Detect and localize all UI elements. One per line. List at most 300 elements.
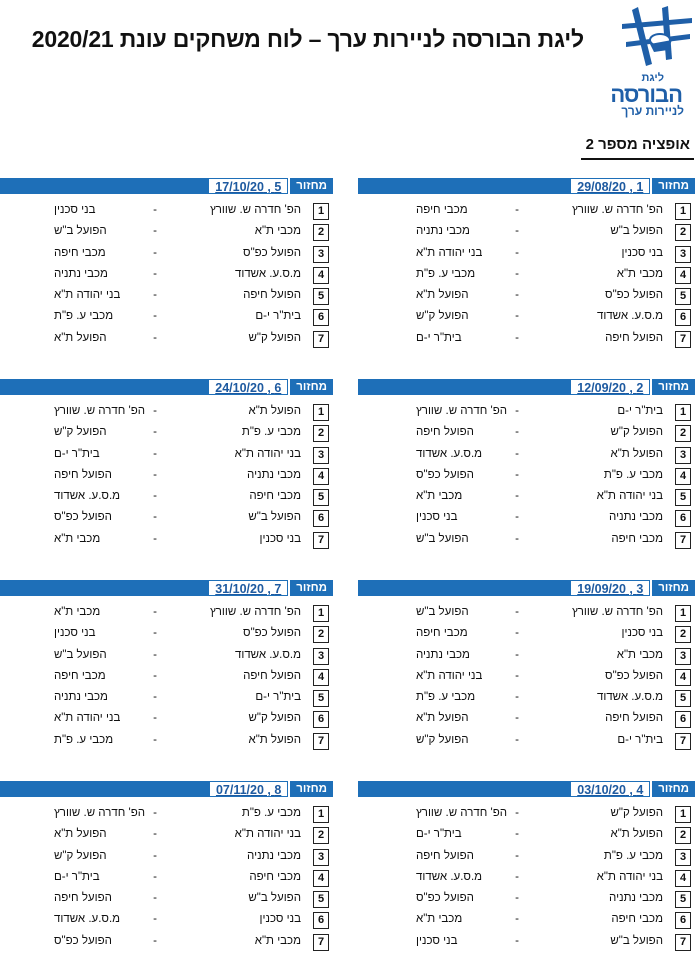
game-number: 1 (675, 605, 691, 622)
game-number: 5 (313, 891, 329, 908)
game-number: 7 (313, 934, 329, 951)
home-team: הפועל כפ"ס (243, 246, 301, 259)
away-team: הפועל ב"ש (54, 648, 107, 661)
away-team: בני יהודה ת"א (54, 712, 121, 725)
game-row (0, 245, 333, 266)
round-block (0, 781, 333, 966)
game-row (358, 911, 695, 932)
game-number: 6 (313, 912, 329, 929)
game-row (0, 890, 333, 911)
game-row (0, 467, 333, 488)
game-number: 4 (313, 669, 329, 686)
home-team: הפועל כפ"ס (243, 627, 301, 640)
games-list (358, 202, 695, 351)
home-team: בני סכנין (259, 532, 301, 545)
round-date (208, 178, 288, 194)
away-team: מ.ס.ע. אשדוד (416, 870, 483, 883)
round-block (358, 379, 695, 564)
round-number: 5 (274, 180, 282, 194)
round-number: 4 (636, 783, 644, 797)
away-team: הפועל חיפה (416, 426, 474, 439)
home-team: מכבי חיפה (611, 532, 663, 545)
away-team: הפועל ת"א (416, 712, 469, 725)
round-separator: , (263, 381, 275, 395)
vs-dash: - (515, 669, 519, 682)
round-number: 8 (274, 783, 282, 797)
home-team: מכבי חיפה (249, 870, 301, 883)
home-team: הפועל חיפה (605, 712, 663, 725)
vs-dash: - (515, 447, 519, 460)
vs-dash: - (515, 691, 519, 704)
game-row (358, 647, 695, 668)
round-date-value: 31/10/20 (215, 582, 264, 596)
round-block (358, 580, 695, 765)
vs-dash: - (515, 870, 519, 883)
game-number: 7 (313, 331, 329, 348)
vs-dash: - (515, 225, 519, 238)
game-row (0, 403, 333, 424)
round-separator: , (263, 582, 275, 596)
game-row (0, 625, 333, 646)
game-row (0, 330, 333, 351)
game-number: 7 (313, 733, 329, 750)
away-team: בית"ר י-ם (416, 331, 462, 344)
vs-dash: - (515, 849, 519, 862)
game-number: 7 (675, 733, 691, 750)
game-number: 6 (675, 912, 691, 929)
home-team: הפועל ב"ש (610, 225, 663, 238)
game-row (0, 911, 333, 932)
away-team: מכבי ת"א (54, 532, 101, 545)
home-team: הפועל כפ"ס (605, 289, 663, 302)
round-date (570, 781, 650, 797)
away-team: הפועל ב"ש (54, 225, 107, 238)
game-row (358, 266, 695, 287)
vs-dash: - (515, 648, 519, 661)
game-row (358, 245, 695, 266)
round-separator: , (625, 582, 637, 596)
game-number: 1 (313, 203, 329, 220)
vs-dash: - (153, 426, 157, 439)
game-number: 4 (313, 870, 329, 887)
page-title: ליגת הבורסה לניירות ערך – לוח משחקים עונת 2020/21 (31, 26, 584, 52)
vs-dash: - (153, 627, 157, 640)
game-number: 4 (675, 468, 691, 485)
round-word: מחזור (288, 178, 333, 194)
round-date (570, 379, 650, 395)
game-number: 3 (313, 246, 329, 263)
game-row (358, 805, 695, 826)
game-row (0, 488, 333, 509)
vs-dash: - (153, 648, 157, 661)
vs-dash: - (515, 733, 519, 746)
away-team: הפועל כפ"ס (54, 934, 112, 947)
round-block (0, 178, 333, 363)
home-team: הפועל חיפה (243, 669, 301, 682)
vs-dash: - (153, 807, 157, 819)
logo-text-line1: ליגת (641, 72, 664, 84)
game-row (0, 647, 333, 668)
round-word: מחזור (288, 379, 333, 395)
vs-dash: - (153, 331, 157, 344)
away-team: מכבי ע. פ"ת (416, 691, 476, 704)
away-team: הפועל כפ"ס (54, 511, 112, 524)
round-separator: , (625, 381, 637, 395)
away-team: מכבי חיפה (416, 627, 468, 640)
game-row (0, 668, 333, 689)
away-team: מכבי ע. פ"ת (54, 733, 114, 746)
game-row (0, 732, 333, 753)
away-team: הפועל ת"א (54, 331, 107, 344)
games-list (358, 403, 695, 552)
home-team: הפועל ק"ש (248, 331, 301, 344)
game-number: 4 (675, 870, 691, 887)
game-number: 5 (675, 288, 691, 305)
home-team: הפ' חדרה ש. שוורץ (209, 204, 301, 216)
round-date-value: 17/10/20 (215, 180, 264, 194)
game-number: 2 (313, 224, 329, 241)
home-team: בית"ר י-ם (255, 310, 301, 323)
game-number: 6 (313, 309, 329, 326)
away-team: הפועל ק"ש (416, 733, 469, 746)
round-label (570, 580, 695, 596)
round-block (0, 379, 333, 564)
round-date-value: 12/09/20 (577, 381, 626, 395)
home-team: בני סכנין (621, 246, 663, 259)
vs-dash: - (515, 712, 519, 725)
away-team: מכבי ת"א (416, 490, 463, 503)
game-number: 5 (313, 288, 329, 305)
home-team: מכבי ע. פ"ת (241, 426, 301, 439)
home-team: בני יהודה ת"א (234, 828, 301, 841)
away-team: בני יהודה ת"א (416, 246, 483, 259)
round-date (570, 178, 650, 194)
vs-dash: - (515, 267, 519, 280)
game-number: 6 (675, 309, 691, 326)
game-row (0, 933, 333, 954)
vs-dash: - (515, 331, 519, 344)
away-team: מכבי ת"א (54, 606, 101, 618)
away-team: הפועל ב"ש (416, 532, 469, 545)
home-team: הפועל ב"ש (610, 934, 663, 947)
round-label (570, 178, 695, 194)
round-date (208, 379, 288, 395)
game-number: 7 (675, 532, 691, 549)
round-label (208, 379, 333, 395)
game-row (358, 732, 695, 753)
game-row (358, 403, 695, 424)
vs-dash: - (515, 490, 519, 503)
vs-dash: - (153, 267, 157, 280)
vs-dash: - (153, 606, 157, 618)
vs-dash: - (515, 405, 519, 417)
games-list (358, 805, 695, 954)
game-number: 1 (313, 605, 329, 622)
vs-dash: - (153, 892, 157, 905)
games-list (0, 604, 333, 753)
away-team: הפ' חדרה ש. שוורץ (416, 807, 508, 819)
home-team: הפועל ק"ש (248, 712, 301, 725)
vs-dash: - (153, 828, 157, 841)
round-word: מחזור (650, 178, 695, 194)
game-row (0, 689, 333, 710)
round-label (570, 379, 695, 395)
away-team: הפועל כפ"ס (416, 892, 474, 905)
round-label (208, 580, 333, 596)
away-team: בני סכנין (416, 934, 458, 947)
home-team: הפועל ק"ש (610, 426, 663, 439)
home-team: הפועל ת"א (248, 405, 301, 417)
away-team: מ.ס.ע. אשדוד (54, 913, 121, 926)
game-row (358, 869, 695, 890)
vs-dash: - (153, 934, 157, 947)
vs-dash: - (515, 426, 519, 439)
vs-dash: - (153, 849, 157, 862)
vs-dash: - (515, 289, 519, 302)
game-row (0, 869, 333, 890)
vs-dash: - (153, 246, 157, 259)
home-team: בית"ר י-ם (255, 691, 301, 704)
game-row (358, 826, 695, 847)
game-number: 2 (313, 425, 329, 442)
vs-dash: - (153, 733, 157, 746)
vs-dash: - (515, 511, 519, 524)
away-team: מכבי נתניה (416, 225, 470, 238)
game-row (358, 531, 695, 552)
game-number: 6 (313, 510, 329, 527)
home-team: מ.ס.ע. אשדוד (596, 310, 663, 323)
home-team: מכבי נתניה (247, 468, 301, 481)
away-team: מכבי חיפה (54, 246, 106, 259)
vs-dash: - (515, 532, 519, 545)
game-row (358, 467, 695, 488)
game-number: 1 (675, 203, 691, 220)
game-number: 3 (675, 447, 691, 464)
home-team: בני סכנין (259, 913, 301, 926)
away-team: הפועל חיפה (416, 849, 474, 862)
away-team: בית"ר י-ם (416, 828, 462, 841)
game-number: 2 (313, 626, 329, 643)
away-team: מכבי נתניה (54, 267, 108, 280)
game-number: 1 (313, 404, 329, 421)
round-date (208, 580, 288, 596)
round-label (209, 781, 333, 797)
round-date (209, 781, 288, 797)
round-separator: , (263, 783, 275, 797)
away-team: בני סכנין (54, 627, 96, 640)
home-team: מכבי נתניה (247, 849, 301, 862)
games-list (358, 604, 695, 753)
away-team: מכבי ת"א (416, 913, 463, 926)
game-number: 1 (675, 806, 691, 823)
vs-dash: - (153, 468, 157, 481)
vs-dash: - (153, 870, 157, 883)
game-number: 3 (675, 246, 691, 263)
game-row (0, 223, 333, 244)
game-number: 3 (313, 447, 329, 464)
round-block (358, 781, 695, 966)
game-row (358, 604, 695, 625)
game-row (358, 446, 695, 467)
game-number: 5 (313, 690, 329, 707)
vs-dash: - (515, 246, 519, 259)
away-team: בני סכנין (54, 204, 96, 216)
away-team: בני יהודה ת"א (416, 669, 483, 682)
league-logo (602, 4, 698, 116)
game-row (0, 826, 333, 847)
game-row (358, 488, 695, 509)
home-team: מכבי ע. פ"ת (603, 468, 663, 481)
game-row (358, 625, 695, 646)
game-row (358, 308, 695, 329)
option-label: אופציה מספר 2 (585, 136, 690, 153)
away-team: מכבי ע. פ"ת (416, 267, 476, 280)
game-row (358, 933, 695, 954)
game-row (0, 424, 333, 445)
vs-dash: - (515, 204, 519, 216)
game-row (0, 509, 333, 530)
game-row (0, 266, 333, 287)
home-team: מכבי חיפה (611, 913, 663, 926)
vs-dash: - (515, 627, 519, 640)
vs-dash: - (153, 405, 157, 417)
home-team: מ.ס.ע. אשדוד (596, 691, 663, 704)
vs-dash: - (515, 828, 519, 841)
vs-dash: - (515, 913, 519, 926)
round-number: 7 (274, 582, 282, 596)
round-number: 1 (636, 180, 644, 194)
home-team: בני סכנין (621, 627, 663, 640)
game-row (358, 223, 695, 244)
game-row (0, 531, 333, 552)
round-date-value: 19/09/20 (577, 582, 626, 596)
home-team: הפועל חיפה (605, 331, 663, 344)
home-team: מ.ס.ע. אשדוד (234, 648, 301, 661)
away-team: הפועל ב"ש (416, 606, 469, 618)
logo-graphic-icon (602, 4, 698, 74)
home-team: בני יהודה ת"א (234, 447, 301, 460)
away-team: הפועל ת"א (54, 828, 107, 841)
away-team: בני יהודה ת"א (54, 289, 121, 302)
game-row (358, 287, 695, 308)
vs-dash: - (515, 606, 519, 618)
vs-dash: - (153, 289, 157, 302)
home-team: בית"ר י-ם (617, 733, 663, 746)
away-team: בית"ר י-ם (54, 447, 100, 460)
round-number: 3 (636, 582, 644, 596)
vs-dash: - (515, 892, 519, 905)
away-team: בית"ר י-ם (54, 870, 100, 883)
away-team: מ.ס.ע. אשדוד (416, 447, 483, 460)
games-list (0, 805, 333, 954)
home-team: מכבי נתניה (609, 892, 663, 905)
vs-dash: - (153, 310, 157, 323)
game-number: 3 (313, 648, 329, 665)
round-number: 6 (274, 381, 282, 395)
vs-dash: - (515, 310, 519, 323)
away-team: הפועל ת"א (416, 289, 469, 302)
game-number: 2 (675, 425, 691, 442)
game-number: 7 (313, 532, 329, 549)
game-row (358, 202, 695, 223)
round-number: 2 (636, 381, 644, 395)
home-team: הפועל ב"ש (248, 892, 301, 905)
game-row (358, 689, 695, 710)
game-row (0, 805, 333, 826)
away-team: מכבי נתניה (416, 648, 470, 661)
away-team: הפועל ק"ש (416, 310, 469, 323)
vs-dash: - (153, 712, 157, 725)
vs-dash: - (153, 511, 157, 524)
away-team: מכבי נתניה (54, 691, 108, 704)
vs-dash: - (153, 691, 157, 704)
round-word: מחזור (650, 379, 695, 395)
round-separator: , (625, 783, 637, 797)
game-row (0, 287, 333, 308)
round-word: מחזור (288, 580, 333, 596)
away-team: בני סכנין (416, 511, 458, 524)
round-date-value: 03/10/20 (577, 783, 626, 797)
home-team: מכבי ת"א (254, 225, 301, 238)
game-number: 4 (313, 468, 329, 485)
game-row (0, 308, 333, 329)
game-number: 5 (675, 891, 691, 908)
away-team: הפועל ק"ש (54, 849, 107, 862)
away-team: מכבי חיפה (54, 669, 106, 682)
game-row (0, 710, 333, 731)
home-team: הפועל ב"ש (248, 511, 301, 524)
home-team: מכבי ת"א (616, 648, 663, 661)
vs-dash: - (515, 934, 519, 947)
home-team: הפועל ת"א (248, 733, 301, 746)
game-number: 4 (675, 669, 691, 686)
game-number: 2 (675, 224, 691, 241)
away-team: הפועל ק"ש (54, 426, 107, 439)
game-number: 5 (675, 690, 691, 707)
away-team: הפועל כפ"ס (416, 468, 474, 481)
game-number: 6 (313, 711, 329, 728)
home-team: מכבי נתניה (609, 511, 663, 524)
home-team: הפ' חדרה ש. שוורץ (571, 606, 663, 618)
game-number: 1 (675, 404, 691, 421)
home-team: הפועל חיפה (243, 289, 301, 302)
game-number: 1 (313, 806, 329, 823)
game-row (358, 668, 695, 689)
game-number: 3 (313, 849, 329, 866)
game-number: 7 (675, 934, 691, 951)
game-number: 2 (675, 626, 691, 643)
away-team: מכבי חיפה (416, 204, 468, 216)
home-team: הפועל ת"א (610, 447, 663, 460)
round-block (358, 178, 695, 363)
away-team: הפ' חדרה ש. שוורץ (54, 807, 146, 819)
game-row (358, 330, 695, 351)
vs-dash: - (153, 669, 157, 682)
logo-text-line3: לניירות ערך (621, 104, 684, 118)
game-number: 4 (313, 267, 329, 284)
away-team: מ.ס.ע. אשדוד (54, 490, 121, 503)
vs-dash: - (515, 468, 519, 481)
game-number: 3 (675, 849, 691, 866)
home-team: מכבי ע. פ"ת (603, 849, 663, 862)
game-row (358, 424, 695, 445)
home-team: מכבי ע. פ"ת (241, 807, 301, 819)
round-separator: , (263, 180, 275, 194)
round-label (208, 178, 333, 194)
game-row (358, 710, 695, 731)
vs-dash: - (515, 807, 519, 819)
game-row (358, 890, 695, 911)
